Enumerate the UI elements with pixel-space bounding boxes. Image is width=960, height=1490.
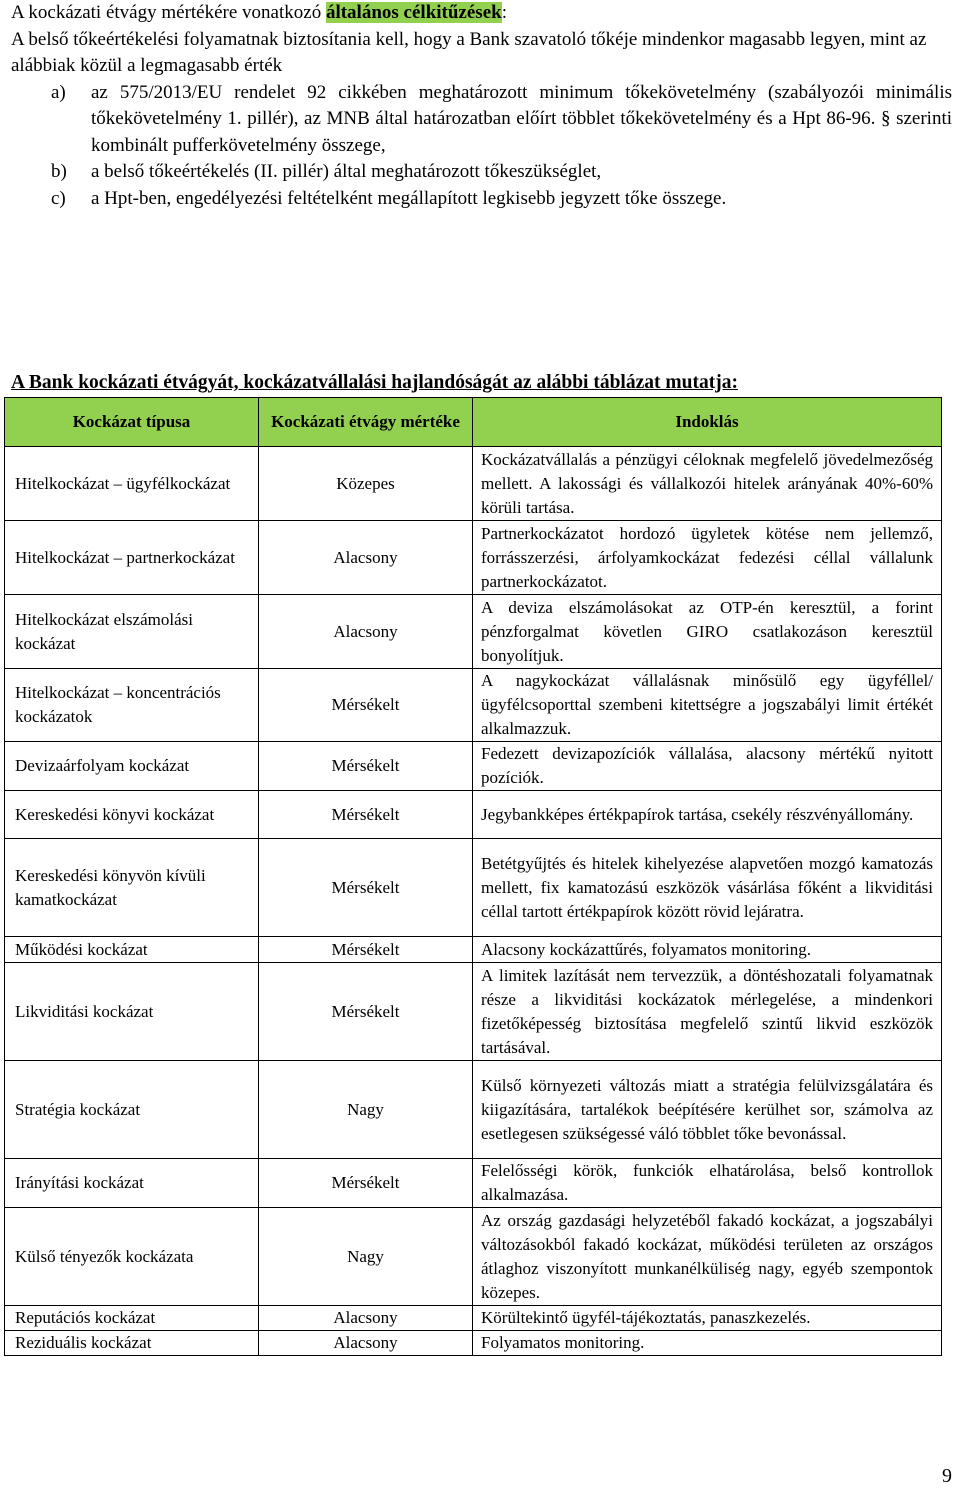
- table-row: [5, 1061, 942, 1159]
- intro-heading-suffix: :: [501, 2, 507, 23]
- risk-type-cell: Működési kockázat: [5, 937, 259, 963]
- table-row: [5, 521, 942, 595]
- column-header-type: Kockázat típusa: [5, 398, 259, 447]
- table-row: [5, 447, 942, 521]
- risk-reason-cell: Alacsony kockázattűrés, folyamatos monitoring.: [473, 937, 942, 963]
- risk-level-cell: Mérsékelt: [259, 963, 473, 1061]
- list-item-text: a Hpt-ben, engedélyezési feltételként megállapított legkisebb jegyzett tőke összege.: [91, 187, 727, 209]
- column-header-reason: Indoklás: [473, 398, 942, 447]
- risk-type-cell: Külső tényezők kockázata: [5, 1208, 259, 1306]
- risk-reason-cell: Folyamatos monitoring.: [473, 1331, 942, 1356]
- risk-appetite-table: [4, 397, 942, 1356]
- list-item-text: a belső tőkeértékelés (II. pillér) által meghatározott tőkeszükséglet,: [91, 161, 602, 182]
- intro-list: [11, 80, 956, 213]
- table-row: [5, 742, 942, 791]
- column-header-level: Kockázati étvágy mértéke: [259, 398, 473, 447]
- risk-level-cell: Közepes: [259, 447, 473, 521]
- risk-reason-cell: Külső környezeti változás miatt a stratégia felülvizsgálatára és kiigazítására, tartalékok beépítésére kerülhet sor, számolva az esetlegesen szükségessé váló többlet tőke bevonással.: [473, 1061, 942, 1159]
- table-row: [5, 669, 942, 742]
- table-header-row: [5, 398, 942, 447]
- risk-reason-cell: A nagykockázat vállalásnak minősülő egy ügyféllel/ügyfélcsoporttal szembeni kitettségre a jogszabályi limit értékét alkalmazzuk.: [473, 669, 942, 742]
- risk-level-cell: Mérsékelt: [259, 791, 473, 839]
- intro-heading-bold: általános célkitűzések: [325, 2, 502, 23]
- table-row: [5, 1159, 942, 1208]
- intro-list-item: [11, 186, 956, 213]
- table-row: [5, 595, 942, 669]
- risk-type-cell: Devizaárfolyam kockázat: [5, 742, 259, 791]
- intro-section: [11, 0, 956, 212]
- intro-list-item: [11, 159, 956, 186]
- intro-heading: [11, 0, 956, 27]
- risk-type-cell: Reputációs kockázat: [5, 1306, 259, 1331]
- risk-reason-cell: Az ország gazdasági helyzetéből fakadó kockázat, a jogszabályi változásokból fakadó kockázat, működési területen az országos átlaghoz viszonyított munkanélküliség nagy, egyéb szempontok közepes.: [473, 1208, 942, 1306]
- intro-paragraph: A belső tőkeértékelési folyamatnak biztosítania kell, hogy a Bank szavatoló tőkéje mindenkor magasabb legyen, mint az alábbiak közül a legmagasabb érték: [11, 28, 927, 76]
- risk-reason-cell: A limitek lazítását nem tervezzük, a döntéshozatali folyamatnak része a likviditási kockázatok mérlegelése, a mindenkori fizetőképesség biztosítása megfelelő szintű likvid eszközök tartásával.: [473, 963, 942, 1061]
- risk-type-cell: Hitelkockázat – partnerkockázat: [5, 521, 259, 595]
- risk-level-cell: Alacsony: [259, 521, 473, 595]
- table-row: [5, 1306, 942, 1331]
- risk-type-cell: Hitelkockázat elszámolási kockázat: [5, 595, 259, 669]
- table-row: [5, 791, 942, 839]
- risk-level-cell: Mérsékelt: [259, 669, 473, 742]
- list-marker: c): [51, 187, 66, 209]
- risk-level-cell: Alacsony: [259, 1306, 473, 1331]
- risk-level-cell: Mérsékelt: [259, 839, 473, 937]
- table-row: [5, 1331, 942, 1356]
- risk-reason-cell: Partnerkockázatot hordozó ügyletek kötése nem jellemző, forrásszerzési, árfolyamkockázat fedezési céllal vállalunk partnerkockázatot.: [473, 521, 942, 595]
- list-item-text: az 575/2013/EU rendelet 92 cikkében meghatározott minimum tőkekövetelmény (szabályozói minimális tőkekövetelmény 1. pillér), az MNB által határozatban előírt többlet tőkekövetelmény és a Hpt 86-96. § szerinti kombinált pufferkövetelmény összege,: [91, 81, 952, 156]
- table-row: [5, 963, 942, 1061]
- risk-type-cell: Stratégia kockázat: [5, 1061, 259, 1159]
- risk-type-cell: Hitelkockázat – koncentrációs kockázatok: [5, 669, 259, 742]
- page-number: 9: [942, 1465, 952, 1487]
- risk-reason-cell: Kockázatvállalás a pénzügyi céloknak megfelelő jövedelmezőség mellett. A lakossági és vállalkozói hitelek arányának 40%-60% körüli tartása.: [473, 447, 942, 521]
- risk-type-cell: Irányítási kockázat: [5, 1159, 259, 1208]
- risk-reason-cell: Betétgyűjtés és hitelek kihelyezése alapvetően mozgó kamatozás mellett, fix kamatozású eszközök vásárlása főként a likviditási céllal tartott értékpapírok között rövid lejáratra.: [473, 839, 942, 937]
- risk-level-cell: Nagy: [259, 1208, 473, 1306]
- risk-level-cell: Mérsékelt: [259, 1159, 473, 1208]
- risk-reason-cell: A deviza elszámolásokat az OTP-én keresztül, a forint pénzforgalmat követlen GIRO csatlakozáson keresztül bonyolítjuk.: [473, 595, 942, 669]
- risk-type-cell: Hitelkockázat – ügyfélkockázat: [5, 447, 259, 521]
- risk-reason-cell: Fedezett devizapozíciók vállalása, alacsony mértékű nyitott pozíciók.: [473, 742, 942, 791]
- risk-type-cell: Kereskedési könyvön kívüli kamatkockázat: [5, 839, 259, 937]
- list-marker: b): [51, 161, 67, 182]
- risk-type-cell: Likviditási kockázat: [5, 963, 259, 1061]
- table-row: [5, 937, 942, 963]
- risk-reason-cell: Jegybankképes értékpapírok tartása, csekély részvényállomány.: [473, 791, 942, 839]
- risk-reason-cell: Körültekintő ügyfél-tájékoztatás, panaszkezelés.: [473, 1306, 942, 1331]
- risk-level-cell: Mérsékelt: [259, 937, 473, 963]
- list-marker: a): [51, 81, 66, 103]
- table-heading: A Bank kockázati étvágyát, kockázatvállalási hajlandóságát az alábbi táblázat mutatja:: [11, 372, 738, 393]
- table-row: [5, 1208, 942, 1306]
- intro-heading-prefix: A kockázati étvágy mértékére vonatkozó: [11, 2, 326, 23]
- intro-list-item: [11, 80, 956, 160]
- risk-type-cell: Reziduális kockázat: [5, 1331, 259, 1356]
- risk-level-cell: Alacsony: [259, 595, 473, 669]
- risk-level-cell: Mérsékelt: [259, 742, 473, 791]
- risk-reason-cell: Felelősségi körök, funkciók elhatárolása, belső kontrollok alkalmazása.: [473, 1159, 942, 1208]
- table-row: [5, 839, 942, 937]
- risk-type-cell: Kereskedési könyvi kockázat: [5, 791, 259, 839]
- risk-level-cell: Nagy: [259, 1061, 473, 1159]
- risk-level-cell: Alacsony: [259, 1331, 473, 1356]
